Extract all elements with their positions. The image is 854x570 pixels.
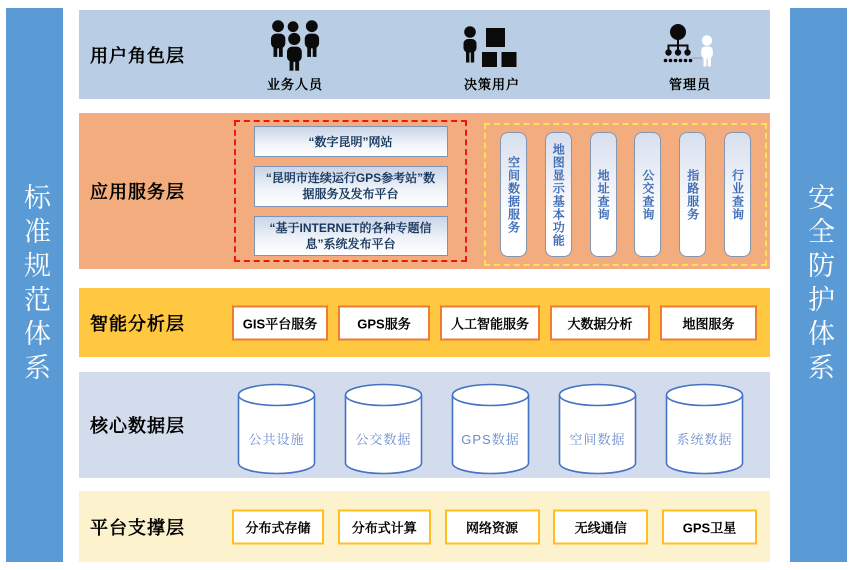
service-pill-label: 空间数据服务: [506, 155, 521, 234]
core-data-layer: [79, 372, 770, 478]
person-blocks-icon: [460, 17, 524, 71]
service-pill: [634, 132, 661, 257]
database-label: 公共设施: [248, 431, 305, 447]
database-label: GPS数据: [461, 431, 520, 447]
persona-admin-label: 管理员: [668, 77, 711, 92]
database-label: 公交数据: [355, 431, 412, 447]
analysis-chip: GPS服务: [338, 305, 430, 340]
service-pill-label: 指路服务: [685, 168, 700, 221]
portal-box: “昆明市连续运行GPS参考站”数据服务及发布平台: [254, 166, 448, 206]
platform-chip: 无线通信: [553, 509, 648, 544]
portal-group: [234, 120, 467, 262]
platform-support-layer-title: 平台支撑层: [90, 517, 185, 538]
user-role-layer-title: 用户角色层: [90, 45, 185, 66]
analysis-chip: GIS平台服务: [232, 305, 328, 340]
database-label: 空间数据: [569, 431, 626, 447]
database-cylinder: [665, 383, 744, 475]
platform-chip: 网络资源: [445, 509, 540, 544]
org-chart-admin-icon: [661, 17, 719, 71]
analysis-chip: 人工智能服务: [440, 305, 540, 340]
persona-admin: [661, 17, 719, 93]
service-pill-group: [484, 123, 767, 266]
intelligent-analysis-layer-title: 智能分析层: [90, 313, 185, 334]
people-group-icon: [268, 17, 322, 71]
database-cylinder: [451, 383, 530, 475]
platform-support-layer: [79, 491, 770, 562]
persona-decision-user-label: 决策用户: [463, 77, 520, 92]
analysis-chip-row: [232, 305, 757, 340]
database-cylinder: [237, 383, 316, 475]
service-pill: [500, 132, 527, 257]
analysis-chip: 地图服务: [660, 305, 757, 340]
database-cylinder: [558, 383, 637, 475]
persona-business-staff: [267, 17, 323, 93]
portal-box: “数字昆明”网站: [254, 126, 448, 157]
service-pill-label: 地址查询: [596, 168, 611, 221]
service-pill-label: 地图显示基本功能: [551, 142, 566, 247]
persona-business-staff-label: 业务人员: [266, 77, 324, 92]
core-data-layer-title: 核心数据层: [90, 416, 185, 436]
application-service-layer: [79, 113, 770, 269]
platform-chip: 分布式计算: [338, 509, 431, 544]
standards-pillar: [6, 8, 63, 562]
database-row: [237, 383, 744, 475]
security-pillar: [790, 8, 847, 562]
service-pill: [679, 132, 706, 257]
intelligent-analysis-layer: [79, 288, 770, 357]
platform-chip-row: [232, 509, 757, 544]
portal-box: “基于INTERNET的各种专题信息”系统发布平台: [254, 216, 448, 256]
database-cylinder: [344, 383, 423, 475]
database-label: 系统数据: [676, 431, 733, 447]
platform-chip: 分布式存储: [232, 509, 324, 544]
service-pill: [590, 132, 617, 257]
platform-chip: GPS卫星: [662, 509, 757, 544]
security-pillar-label: 安全防护体系: [804, 183, 834, 387]
analysis-chip: 大数据分析: [550, 305, 650, 340]
standards-pillar-label: 标准规范体系: [20, 183, 50, 387]
persona-decision-user: [460, 17, 524, 93]
service-pill-label: 公交查询: [640, 168, 655, 221]
user-role-layer: [79, 10, 770, 99]
service-pill-label: 行业查询: [730, 168, 745, 221]
application-service-layer-title: 应用服务层: [90, 182, 185, 202]
service-pill: [724, 132, 751, 257]
service-pill: [545, 132, 572, 257]
